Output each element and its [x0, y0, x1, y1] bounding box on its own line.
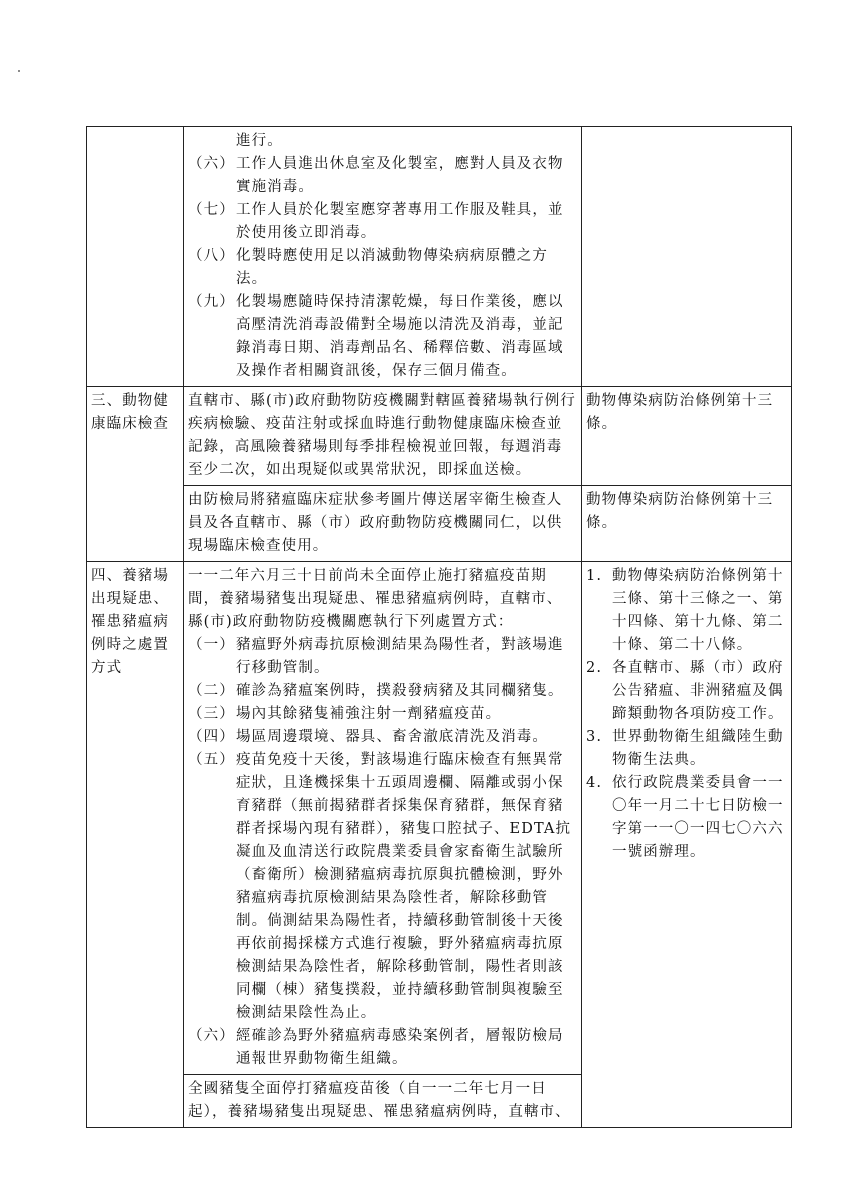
item-text: 確診為豬瘟案例時，撲殺發病豬及其同欄豬隻。 — [236, 683, 564, 699]
reference-item — [586, 565, 787, 657]
empty-title-cell — [87, 127, 184, 387]
item-number: （四） — [188, 729, 235, 745]
reference-number: 3. — [586, 729, 603, 745]
section3-row1 — [87, 387, 792, 486]
list-item — [188, 153, 577, 199]
list-item — [188, 1025, 577, 1071]
section3-reference-2: 動物傳染病防治條例第十三條。 — [582, 486, 792, 562]
empty-reference-cell — [582, 127, 792, 387]
scan-speck — [18, 70, 20, 72]
section3-row2 — [87, 486, 792, 562]
item-text: 場內其餘豬隻補強注射一劑豬瘟疫苗。 — [236, 706, 502, 722]
list-item — [188, 703, 577, 726]
section4-references — [582, 562, 792, 1128]
section3-measure-1: 直轄市、縣(市)政府動物防疫機關對轄區養豬場執行例行疾病檢驗、疫苗注射或採血時進行動物健康臨床檢查並記錄，高風險養豬場則每季排程檢視並回報，每週消毒至少二次，如出現疑似或異常狀況，即採血送檢。 — [184, 387, 582, 486]
section4-row1 — [87, 562, 792, 1075]
reference-text: 依行政院農業委員會一一〇年一月二十七日防檢一字第一一〇一四七〇六六一號函辦理。 — [612, 775, 784, 860]
list-item — [188, 726, 577, 749]
item-text: 場區周邊環境、器具、畜舍澈底清洗及消毒。 — [236, 729, 548, 745]
item-text: 工作人員於化製室應穿著專用工作服及鞋具，並於使用後立即消毒。 — [236, 202, 564, 241]
item-number: （二） — [188, 683, 235, 699]
reference-text: 世界動物衛生組織陸生動物衛生法典。 — [612, 729, 784, 768]
continuation-cell — [184, 127, 582, 387]
section4-measure-1 — [184, 562, 582, 1075]
item-text: 化製時應使用足以消滅動物傳染病病原體之方法。 — [236, 248, 548, 287]
item-number: （七） — [188, 202, 235, 218]
reference-item — [586, 657, 787, 726]
section4-intro: 一一二年六月三十日前尚未全面停止施打豬瘟疫苗期間，養豬場豬隻出現疑患、罹患豬瘟病例時，直轄市、縣(市)政府動物防疫機關應執行下列處置方式： — [188, 568, 563, 630]
item-text: 疫苗免疫十天後，對該場進行臨床檢查有無異常症狀，且逢機採集十五頭周邊欄、隔離或弱小保育豬群（無前揭豬群者採集保育豬群，無保育豬群者採場內現有豬群），豬隻口腔拭子、EDTA抗凝血及血清送行政院農業委員會家畜衛生試驗所（畜衛所）檢測豬瘟病毒抗原與抗體檢測，野外豬瘟病毒抗原檢測結果為陰性者，解除移動管制。倘測結果為陽性者，持續移動管制後十天後再依前揭採樣方式進行複驗，野外豬瘟病毒抗原檢測結果為陰性者，解除移動管制，陽性者則該同欄（棟）豬隻撲殺，並持續移動管制與複驗至檢測結果陰性為止。 — [236, 752, 572, 1021]
list-item — [188, 680, 577, 703]
item-text: 工作人員進出休息室及化製室，應對人員及衣物實施消毒。 — [236, 156, 564, 195]
item-number: （五） — [188, 752, 235, 768]
item-number: （一） — [188, 637, 235, 653]
continuation-row — [87, 127, 792, 387]
list-item — [188, 245, 577, 291]
section3-measure-2: 由防檢局將豬瘟臨床症狀參考圖片傳送屠宰衛生檢查人員及各直轄市、縣（市）政府動物防疫機關同仁，以供現場臨床檢查使用。 — [184, 486, 582, 562]
reference-number: 4. — [586, 775, 603, 791]
list-item — [188, 634, 577, 680]
reference-text: 動物傳染病防治條例第十三條、第十三條之一、第十四條、第十九條、第二十條、第二十八條。 — [612, 568, 784, 653]
list-item — [188, 749, 577, 1025]
section3-reference-1: 動物傳染病防治條例第十三條。 — [582, 387, 792, 486]
reference-item — [586, 726, 787, 772]
section3-title: 三、動物健康臨床檢查 — [87, 387, 184, 562]
section4-title: 四、養豬場出現疑患、罹患豬瘟病例時之處置方式 — [87, 562, 184, 1128]
reference-text: 各直轄市、縣（市）政府公告豬瘟、非洲豬瘟及偶蹄類動物各項防疫工作。 — [612, 660, 784, 722]
reference-number: 2. — [586, 660, 603, 676]
item-number: （三） — [188, 706, 235, 722]
item-text: 化製場應隨時保持清潔乾燥，每日作業後，應以高壓清洗消毒設備對全場施以清洗及消毒，並記錄消毒日期、消毒劑品名、稀釋倍數、消毒區域及操作者相關資訊後，保存三個月備查。 — [236, 294, 564, 379]
item-number: （六） — [188, 156, 235, 172]
continuation-lead: 進行。 — [236, 133, 283, 149]
list-item — [188, 199, 577, 245]
item-number: （六） — [188, 1028, 235, 1044]
item-number: （八） — [188, 248, 235, 264]
item-text: 經確診為野外豬瘟病毒感染案例者，層報防檢局通報世界動物衛生組織。 — [236, 1028, 564, 1067]
reference-item — [586, 772, 787, 864]
item-number: （九） — [188, 294, 235, 310]
list-item — [188, 291, 577, 383]
reference-number: 1. — [586, 568, 603, 584]
item-text: 豬瘟野外病毒抗原檢測結果為陽性者，對該場進行移動管制。 — [236, 637, 564, 676]
regulation-table — [86, 126, 792, 1128]
section4-measure-2: 全國豬隻全面停打豬瘟疫苗後（自一一二年七月一日起），養豬場豬隻出現疑患、罹患豬瘟病例時，直轄市、 — [184, 1075, 582, 1128]
